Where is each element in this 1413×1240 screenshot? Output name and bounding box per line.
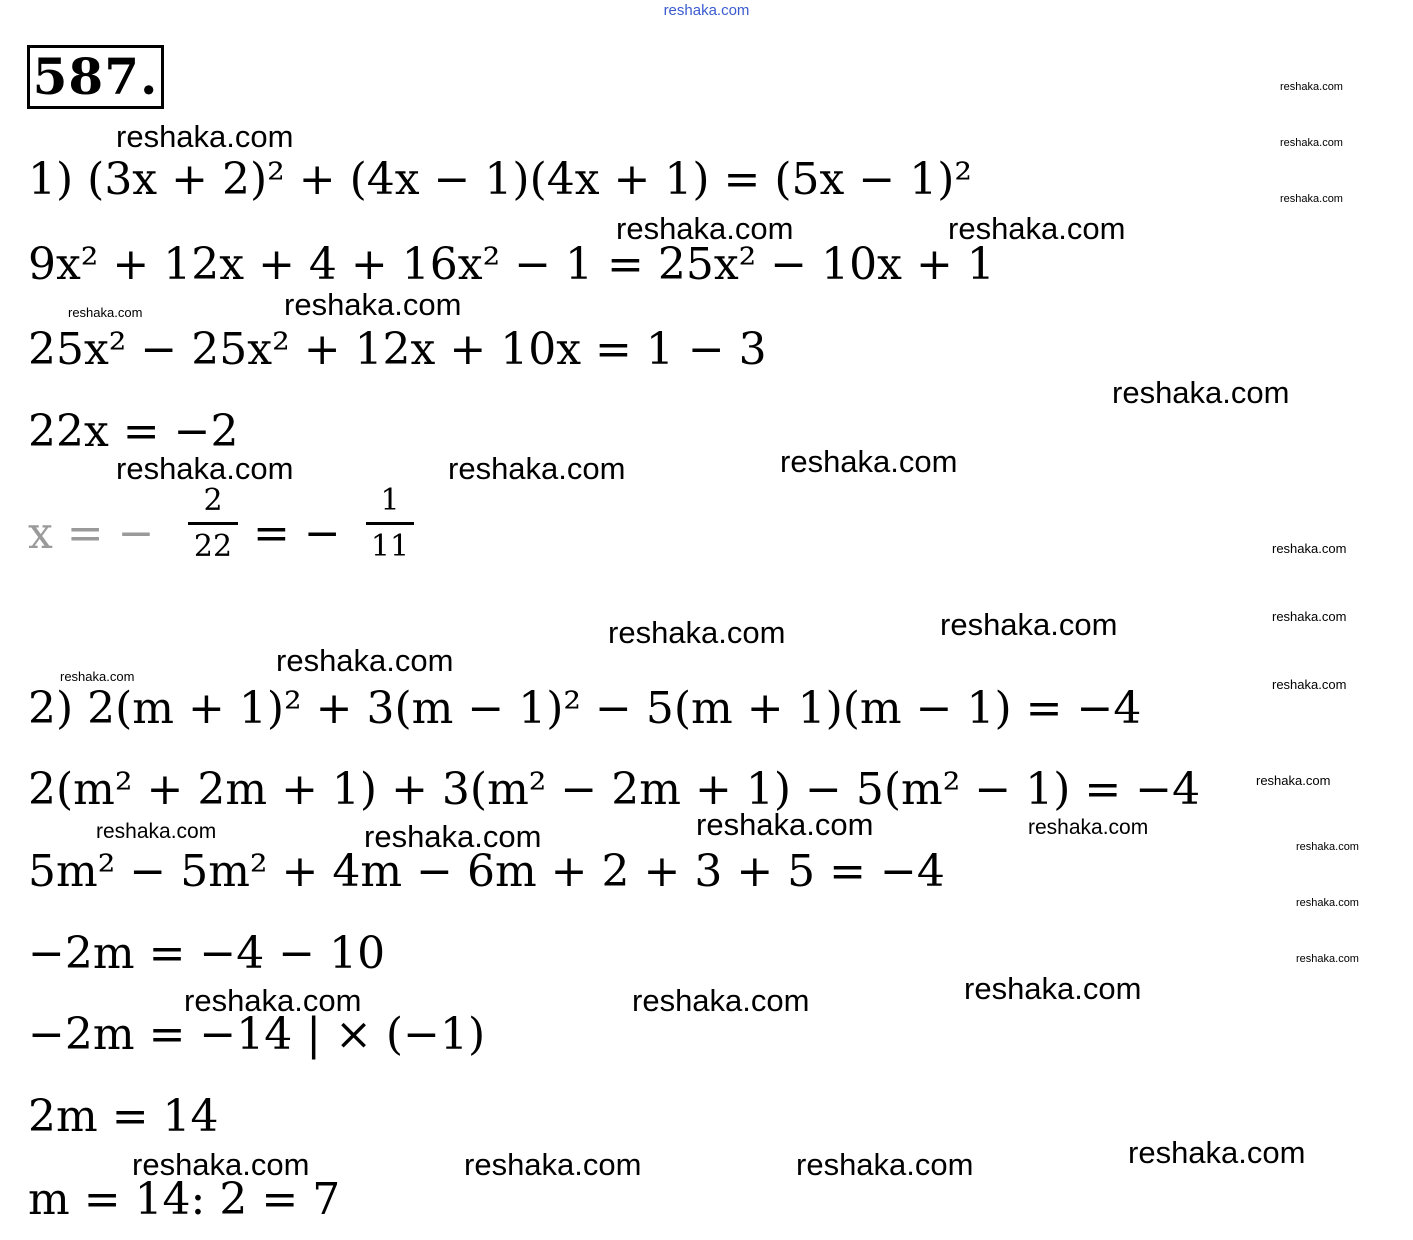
equation-line: 1) (3x + 2)² + (4x − 1)(4x + 1) = (5x − 1)² [28, 154, 973, 205]
watermark: reshaka.com [1256, 773, 1331, 788]
watermark: reshaka.com [1280, 137, 1343, 149]
watermark: reshaka.com [948, 211, 1126, 246]
watermark: reshaka.com [1296, 841, 1359, 853]
exercise-number: 587. [27, 45, 164, 109]
watermark: reshaka.com [632, 983, 810, 1018]
fraction-denominator: 22 [193, 529, 233, 564]
watermark: reshaka.com [964, 971, 1142, 1006]
equation-line: 9x² + 12x + 4 + 16x² − 1 = 25x² − 10x + 1 [28, 239, 995, 290]
watermark: reshaka.com [796, 1147, 974, 1182]
watermark: reshaka.com [68, 305, 143, 320]
watermark: reshaka.com [696, 807, 874, 842]
equation-line: 2m = 14 [28, 1091, 219, 1142]
equation-line: 22x = −2 [28, 406, 239, 457]
result-middle: = − [253, 508, 341, 559]
watermark: reshaka.com [96, 820, 217, 843]
equation-line: m = 14: 2 = 7 [28, 1174, 341, 1225]
watermark: reshaka.com [608, 615, 786, 650]
fraction-denominator: 11 [370, 529, 410, 564]
watermark: reshaka.com [364, 819, 542, 854]
watermark: reshaka.com [1272, 677, 1347, 692]
watermark: reshaka.com [1028, 816, 1149, 839]
watermark: reshaka.com [60, 669, 135, 684]
result-lhs: x = − [28, 508, 155, 559]
watermark: reshaka.com [132, 1147, 310, 1182]
watermark: reshaka.com [1280, 193, 1343, 205]
equation-line: 2(m² + 2m + 1) + 3(m² − 2m + 1) − 5(m² − 1) = −4 [28, 764, 1201, 815]
watermark: reshaka.com [1280, 81, 1343, 93]
equation-line: 2) 2(m + 1)² + 3(m − 1)² − 5(m + 1)(m − 1) = −4 [28, 683, 1142, 734]
watermark: reshaka.com [1272, 609, 1347, 624]
watermark: reshaka.com [780, 444, 958, 479]
watermark: reshaka.com [116, 119, 294, 154]
watermark: reshaka.com [464, 1147, 642, 1182]
watermark: reshaka.com [116, 451, 294, 486]
watermark: reshaka.com [184, 983, 362, 1018]
watermark: reshaka.com [1296, 897, 1359, 909]
equation-line: 5m² − 5m² + 4m − 6m + 2 + 3 + 5 = −4 [28, 846, 945, 897]
equation-line: −2m = −14 | × (−1) [28, 1009, 486, 1060]
watermark: reshaka.com [1128, 1135, 1306, 1170]
equation-line: 25x² − 25x² + 12x + 10x = 1 − 3 [28, 324, 767, 375]
watermark: reshaka.com [1296, 953, 1359, 965]
watermark: reshaka.com [1272, 541, 1347, 556]
fraction-numerator: 1 [366, 483, 414, 525]
watermark: reshaka.com [940, 607, 1118, 642]
fraction-numerator: 2 [188, 483, 238, 525]
watermark: reshaka.com [1112, 375, 1290, 410]
result-equation [28, 478, 448, 588]
watermark: reshaka.com [448, 451, 626, 486]
fraction [366, 483, 414, 564]
fraction [188, 483, 238, 564]
equation-line: −2m = −4 − 10 [28, 928, 386, 979]
watermark: reshaka.com [284, 287, 462, 322]
site-link[interactable]: reshaka.com [663, 2, 750, 19]
watermark: reshaka.com [616, 211, 794, 246]
watermark: reshaka.com [276, 643, 454, 678]
